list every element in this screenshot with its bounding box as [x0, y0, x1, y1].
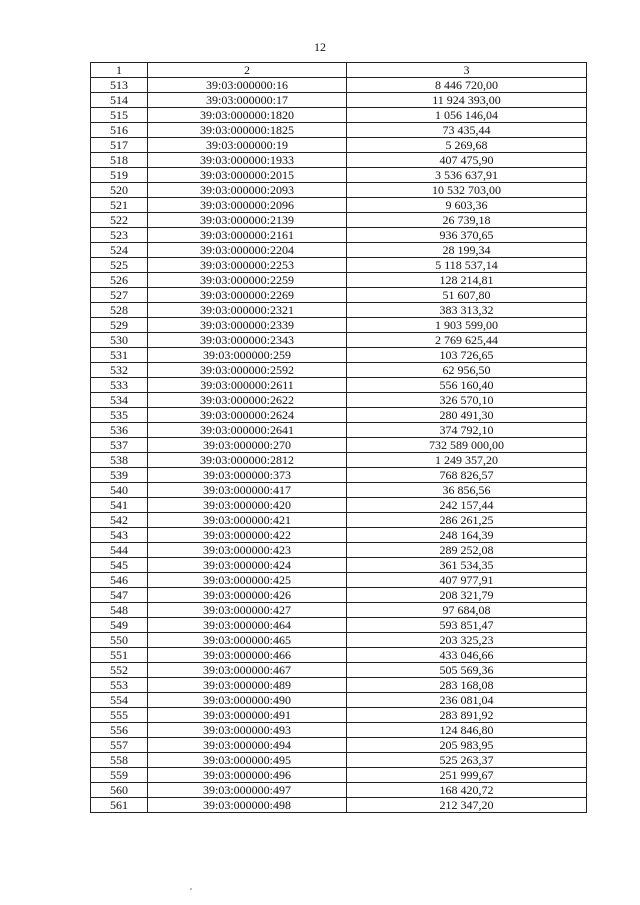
table-row — [91, 138, 587, 153]
cadastral-number-cell: 39:03:000000:491 — [148, 708, 347, 723]
table-row — [91, 213, 587, 228]
value-cell: 283 168,08 — [347, 678, 587, 693]
value-cell: 1 249 357,20 — [347, 453, 587, 468]
row-number-cell: 518 — [91, 153, 148, 168]
row-number-cell: 540 — [91, 483, 148, 498]
row-number-cell: 527 — [91, 288, 148, 303]
value-cell: 374 792,10 — [347, 423, 587, 438]
table-row — [91, 618, 587, 633]
table-row — [91, 528, 587, 543]
column-header-3: 3 — [347, 63, 587, 78]
value-cell: 3 536 637,91 — [347, 168, 587, 183]
value-cell: 168 420,72 — [347, 783, 587, 798]
table-row — [91, 288, 587, 303]
value-cell: 505 569,36 — [347, 663, 587, 678]
row-number-cell: 517 — [91, 138, 148, 153]
row-number-cell: 524 — [91, 243, 148, 258]
table-row — [91, 198, 587, 213]
table-row — [91, 228, 587, 243]
cadastral-number-cell: 39:03:000000:2139 — [148, 213, 347, 228]
value-cell: 407 475,90 — [347, 153, 587, 168]
table-row — [91, 243, 587, 258]
cadastral-value-table — [90, 62, 587, 813]
row-number-cell: 514 — [91, 93, 148, 108]
cadastral-number-cell: 39:03:000000:423 — [148, 543, 347, 558]
table-row — [91, 753, 587, 768]
value-cell: 8 446 720,00 — [347, 78, 587, 93]
cadastral-number-cell: 39:03:000000:270 — [148, 438, 347, 453]
table-row — [91, 318, 587, 333]
row-number-cell: 528 — [91, 303, 148, 318]
row-number-cell: 560 — [91, 783, 148, 798]
row-number-cell: 536 — [91, 423, 148, 438]
row-number-cell: 544 — [91, 543, 148, 558]
row-number-cell: 531 — [91, 348, 148, 363]
cadastral-number-cell: 39:03:000000:2096 — [148, 198, 347, 213]
cadastral-number-cell: 39:03:000000:2269 — [148, 288, 347, 303]
table-row — [91, 153, 587, 168]
row-number-cell: 556 — [91, 723, 148, 738]
value-cell: 103 726,65 — [347, 348, 587, 363]
scan-speck — [190, 888, 192, 890]
table-row — [91, 783, 587, 798]
cadastral-number-cell: 39:03:000000:425 — [148, 573, 347, 588]
value-cell: 361 534,35 — [347, 558, 587, 573]
value-cell: 593 851,47 — [347, 618, 587, 633]
row-number-cell: 520 — [91, 183, 148, 198]
row-number-cell: 535 — [91, 408, 148, 423]
row-number-cell: 561 — [91, 798, 148, 813]
cadastral-number-cell: 39:03:000000:2611 — [148, 378, 347, 393]
table-header-row — [91, 63, 587, 78]
value-cell: 251 999,67 — [347, 768, 587, 783]
cadastral-number-cell: 39:03:000000:417 — [148, 483, 347, 498]
value-cell: 289 252,08 — [347, 543, 587, 558]
table-row — [91, 498, 587, 513]
value-cell: 242 157,44 — [347, 498, 587, 513]
cadastral-number-cell: 39:03:000000:490 — [148, 693, 347, 708]
row-number-cell: 529 — [91, 318, 148, 333]
cadastral-number-cell: 39:03:000000:2253 — [148, 258, 347, 273]
cadastral-number-cell: 39:03:000000:1933 — [148, 153, 347, 168]
column-header-1: 1 — [91, 63, 148, 78]
table-row — [91, 543, 587, 558]
cadastral-number-cell: 39:03:000000:1820 — [148, 108, 347, 123]
row-number-cell: 534 — [91, 393, 148, 408]
value-cell: 326 570,10 — [347, 393, 587, 408]
cadastral-number-cell: 39:03:000000:2592 — [148, 363, 347, 378]
table-row — [91, 378, 587, 393]
cadastral-number-cell: 39:03:000000:2812 — [148, 453, 347, 468]
cadastral-number-cell: 39:03:000000:494 — [148, 738, 347, 753]
row-number-cell: 546 — [91, 573, 148, 588]
column-header-2: 2 — [148, 63, 347, 78]
row-number-cell: 543 — [91, 528, 148, 543]
table-row — [91, 708, 587, 723]
row-number-cell: 515 — [91, 108, 148, 123]
table-row — [91, 663, 587, 678]
row-number-cell: 513 — [91, 78, 148, 93]
cadastral-number-cell: 39:03:000000:17 — [148, 93, 347, 108]
cadastral-number-cell: 39:03:000000:426 — [148, 588, 347, 603]
table-row — [91, 768, 587, 783]
value-cell: 28 199,34 — [347, 243, 587, 258]
table-row — [91, 363, 587, 378]
value-cell: 51 607,80 — [347, 288, 587, 303]
cadastral-number-cell: 39:03:000000:259 — [148, 348, 347, 363]
cadastral-number-cell: 39:03:000000:2641 — [148, 423, 347, 438]
table-row — [91, 693, 587, 708]
table-row — [91, 423, 587, 438]
row-number-cell: 523 — [91, 228, 148, 243]
cadastral-number-cell: 39:03:000000:2343 — [148, 333, 347, 348]
cadastral-number-cell: 39:03:000000:424 — [148, 558, 347, 573]
table-row — [91, 438, 587, 453]
row-number-cell: 547 — [91, 588, 148, 603]
cadastral-number-cell: 39:03:000000:2624 — [148, 408, 347, 423]
cadastral-number-cell: 39:03:000000:467 — [148, 663, 347, 678]
table-row — [91, 453, 587, 468]
table-row — [91, 648, 587, 663]
cadastral-number-cell: 39:03:000000:2204 — [148, 243, 347, 258]
cadastral-number-cell: 39:03:000000:427 — [148, 603, 347, 618]
value-cell: 383 313,32 — [347, 303, 587, 318]
value-cell: 248 164,39 — [347, 528, 587, 543]
row-number-cell: 558 — [91, 753, 148, 768]
table-row — [91, 483, 587, 498]
value-cell: 97 684,08 — [347, 603, 587, 618]
table-row — [91, 108, 587, 123]
cadastral-number-cell: 39:03:000000:497 — [148, 783, 347, 798]
value-cell: 407 977,91 — [347, 573, 587, 588]
row-number-cell: 545 — [91, 558, 148, 573]
table-row — [91, 678, 587, 693]
value-cell: 205 983,95 — [347, 738, 587, 753]
cadastral-number-cell: 39:03:000000:1825 — [148, 123, 347, 138]
row-number-cell: 549 — [91, 618, 148, 633]
table-row — [91, 168, 587, 183]
value-cell: 768 826,57 — [347, 468, 587, 483]
row-number-cell: 552 — [91, 663, 148, 678]
table-row — [91, 333, 587, 348]
row-number-cell: 557 — [91, 738, 148, 753]
table-row — [91, 558, 587, 573]
value-cell: 236 081,04 — [347, 693, 587, 708]
row-number-cell: 539 — [91, 468, 148, 483]
value-cell: 5 269,68 — [347, 138, 587, 153]
cadastral-number-cell: 39:03:000000:493 — [148, 723, 347, 738]
value-cell: 433 046,66 — [347, 648, 587, 663]
cadastral-number-cell: 39:03:000000:421 — [148, 513, 347, 528]
table-row — [91, 513, 587, 528]
table-row — [91, 408, 587, 423]
row-number-cell: 542 — [91, 513, 148, 528]
value-cell: 124 846,80 — [347, 723, 587, 738]
row-number-cell: 519 — [91, 168, 148, 183]
table-row — [91, 258, 587, 273]
value-cell: 732 589 000,00 — [347, 438, 587, 453]
row-number-cell: 537 — [91, 438, 148, 453]
value-cell: 11 924 393,00 — [347, 93, 587, 108]
row-number-cell: 551 — [91, 648, 148, 663]
table-body — [91, 78, 587, 813]
cadastral-number-cell: 39:03:000000:2161 — [148, 228, 347, 243]
value-cell: 26 739,18 — [347, 213, 587, 228]
table-row — [91, 603, 587, 618]
cadastral-number-cell: 39:03:000000:496 — [148, 768, 347, 783]
value-cell: 286 261,25 — [347, 513, 587, 528]
table-row — [91, 588, 587, 603]
value-cell: 1 903 599,00 — [347, 318, 587, 333]
row-number-cell: 532 — [91, 363, 148, 378]
row-number-cell: 516 — [91, 123, 148, 138]
cadastral-number-cell: 39:03:000000:2321 — [148, 303, 347, 318]
value-cell: 1 056 146,04 — [347, 108, 587, 123]
table-row — [91, 348, 587, 363]
table-row — [91, 93, 587, 108]
table-row — [91, 573, 587, 588]
value-cell: 5 118 537,14 — [347, 258, 587, 273]
table-row — [91, 303, 587, 318]
table-row — [91, 633, 587, 648]
value-cell: 73 435,44 — [347, 123, 587, 138]
row-number-cell: 526 — [91, 273, 148, 288]
cadastral-number-cell: 39:03:000000:464 — [148, 618, 347, 633]
table-row — [91, 183, 587, 198]
row-number-cell: 530 — [91, 333, 148, 348]
table-row — [91, 393, 587, 408]
table-row — [91, 123, 587, 138]
row-number-cell: 533 — [91, 378, 148, 393]
value-cell: 525 263,37 — [347, 753, 587, 768]
value-cell: 556 160,40 — [347, 378, 587, 393]
value-cell: 212 347,20 — [347, 798, 587, 813]
row-number-cell: 559 — [91, 768, 148, 783]
value-cell: 128 214,81 — [347, 273, 587, 288]
cadastral-number-cell: 39:03:000000:422 — [148, 528, 347, 543]
cadastral-number-cell: 39:03:000000:373 — [148, 468, 347, 483]
value-cell: 280 491,30 — [347, 408, 587, 423]
value-cell: 208 321,79 — [347, 588, 587, 603]
row-number-cell: 525 — [91, 258, 148, 273]
value-cell: 2 769 625,44 — [347, 333, 587, 348]
cadastral-number-cell: 39:03:000000:495 — [148, 753, 347, 768]
row-number-cell: 541 — [91, 498, 148, 513]
table-row — [91, 738, 587, 753]
value-cell: 9 603,36 — [347, 198, 587, 213]
row-number-cell: 554 — [91, 693, 148, 708]
table-row — [91, 78, 587, 93]
cadastral-number-cell: 39:03:000000:19 — [148, 138, 347, 153]
value-cell: 203 325,23 — [347, 633, 587, 648]
row-number-cell: 521 — [91, 198, 148, 213]
cadastral-number-cell: 39:03:000000:466 — [148, 648, 347, 663]
row-number-cell: 553 — [91, 678, 148, 693]
page-number: 12 — [314, 40, 326, 54]
value-cell: 36 856,56 — [347, 483, 587, 498]
table-row — [91, 798, 587, 813]
row-number-cell: 555 — [91, 708, 148, 723]
cadastral-number-cell: 39:03:000000:2093 — [148, 183, 347, 198]
value-cell: 283 891,92 — [347, 708, 587, 723]
cadastral-number-cell: 39:03:000000:2259 — [148, 273, 347, 288]
cadastral-number-cell: 39:03:000000:465 — [148, 633, 347, 648]
value-cell: 10 532 703,00 — [347, 183, 587, 198]
cadastral-number-cell: 39:03:000000:2015 — [148, 168, 347, 183]
value-cell: 62 956,50 — [347, 363, 587, 378]
cadastral-number-cell: 39:03:000000:489 — [148, 678, 347, 693]
row-number-cell: 522 — [91, 213, 148, 228]
cadastral-number-cell: 39:03:000000:2622 — [148, 393, 347, 408]
table-row — [91, 723, 587, 738]
cadastral-number-cell: 39:03:000000:498 — [148, 798, 347, 813]
table-row — [91, 273, 587, 288]
row-number-cell: 548 — [91, 603, 148, 618]
row-number-cell: 538 — [91, 453, 148, 468]
row-number-cell: 550 — [91, 633, 148, 648]
table-row — [91, 468, 587, 483]
cadastral-number-cell: 39:03:000000:2339 — [148, 318, 347, 333]
cadastral-number-cell: 39:03:000000:420 — [148, 498, 347, 513]
cadastral-number-cell: 39:03:000000:16 — [148, 78, 347, 93]
value-cell: 936 370,65 — [347, 228, 587, 243]
